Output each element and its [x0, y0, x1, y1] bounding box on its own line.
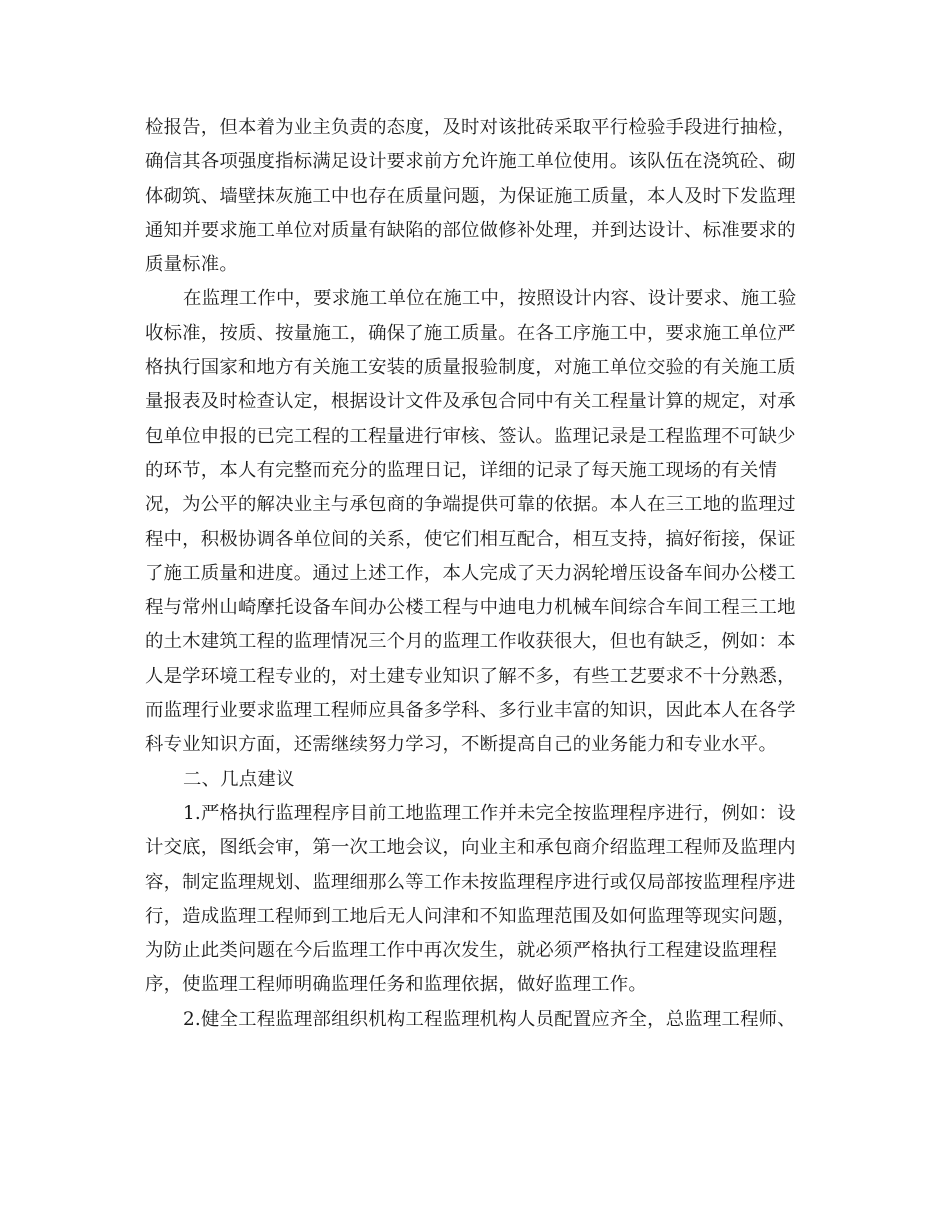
- text-line: 了施工质量和进度。通过上述工作，本人完成了天力涡轮增压设备车间办公楼工: [145, 562, 796, 584]
- text-line: 在监理工作中，要求施工单位在施工中，按照设计内容、设计要求、施工验: [183, 288, 797, 310]
- text-line: 通知并要求施工单位对质量有缺陷的部位做修补处理，并到达设计、标准要求的: [145, 219, 796, 241]
- text-line: 二、几点建议: [183, 768, 295, 790]
- text-line: 2.健全工程监理部组织机构工程监理机构人员配置应齐全，总监理工程师、: [183, 1008, 796, 1030]
- text-line: 包单位申报的已完工程的工程量进行审核、签认。监理记录是工程监理不可缺少: [145, 425, 796, 447]
- text-line: 检报告，但本着为业主负责的态度，及时对该批砖采取平行检验手段进行抽检，: [145, 117, 796, 138]
- text-line: 而监理行业要求监理工程师应具备多学科、多行业丰富的知识，因此本人在各学: [145, 700, 796, 722]
- text-line: 的土木建筑工程的监理情况三个月的监理工作收获很大，但也有缺乏，例如：本: [145, 631, 796, 653]
- text-line: 科专业知识方面，还需继续努力学习，不断提高自己的业务能力和专业水平。: [145, 734, 778, 756]
- text-line: 格执行国家和地方有关施工安装的质量报验制度，对施工单位交验的有关施工质: [145, 357, 796, 379]
- text-line: 容，制定监理规划、监理细那么等工作未按监理程序进行或仅局部按监理程序进: [145, 871, 796, 893]
- text-line: 程中，积极协调各单位间的关系，使它们相互配合，相互支持，搞好衔接，保证: [145, 528, 796, 550]
- text-line: 量报表及时检查认定，根据设计文件及承包合同中有关工程量计算的规定，对承: [145, 391, 796, 413]
- text-line: 程与常州山崎摩托设备车间办公楼工程与中迪电力机械车间综合车间工程三工地: [145, 597, 796, 619]
- document-body: [145, 111, 807, 1037]
- text-line: 体砌筑、墙壁抹灰施工中也存在质量问题，为保证施工质量，本人及时下发监理: [145, 185, 796, 207]
- text-line: 确信其各项强度指标满足设计要求前方允许施工单位使用。该队伍在浇筑砼、砌: [145, 151, 796, 173]
- text-line: 为防止此类问题在今后监理工作中再次发生，就必须严格执行工程建设监理程: [145, 940, 778, 962]
- text-line: 人是学环境工程专业的，对土建专业知识了解不多，有些工艺要求不十分熟悉，: [145, 665, 796, 687]
- text-line: 序，使监理工程师明确监理任务和监理依据，做好监理工作。: [145, 974, 647, 996]
- text-line: 计交底，图纸会审，第一次工地会议，向业主和承包商介绍监理工程师及监理内: [145, 837, 796, 859]
- text-line: 1.严格执行监理程序目前工地监理工作并未完全按监理程序进行，例如：设: [183, 802, 796, 824]
- text-line: 收标准，按质、按量施工，确保了施工质量。在各工序施工中，要求施工单位严: [145, 322, 796, 344]
- text-line: 的环节，本人有完整而充分的监理日记，详细的记录了每天施工现场的有关情: [145, 459, 778, 481]
- text-line: 行，造成监理工程师到工地后无人问津和不知监理范围及如何监理等现实问题，: [145, 905, 796, 927]
- text-line: 质量标准。: [145, 254, 238, 276]
- text-line: 况，为公平的解决业主与承包商的争端提供可靠的依据。本人在三工地的监理过: [145, 494, 796, 516]
